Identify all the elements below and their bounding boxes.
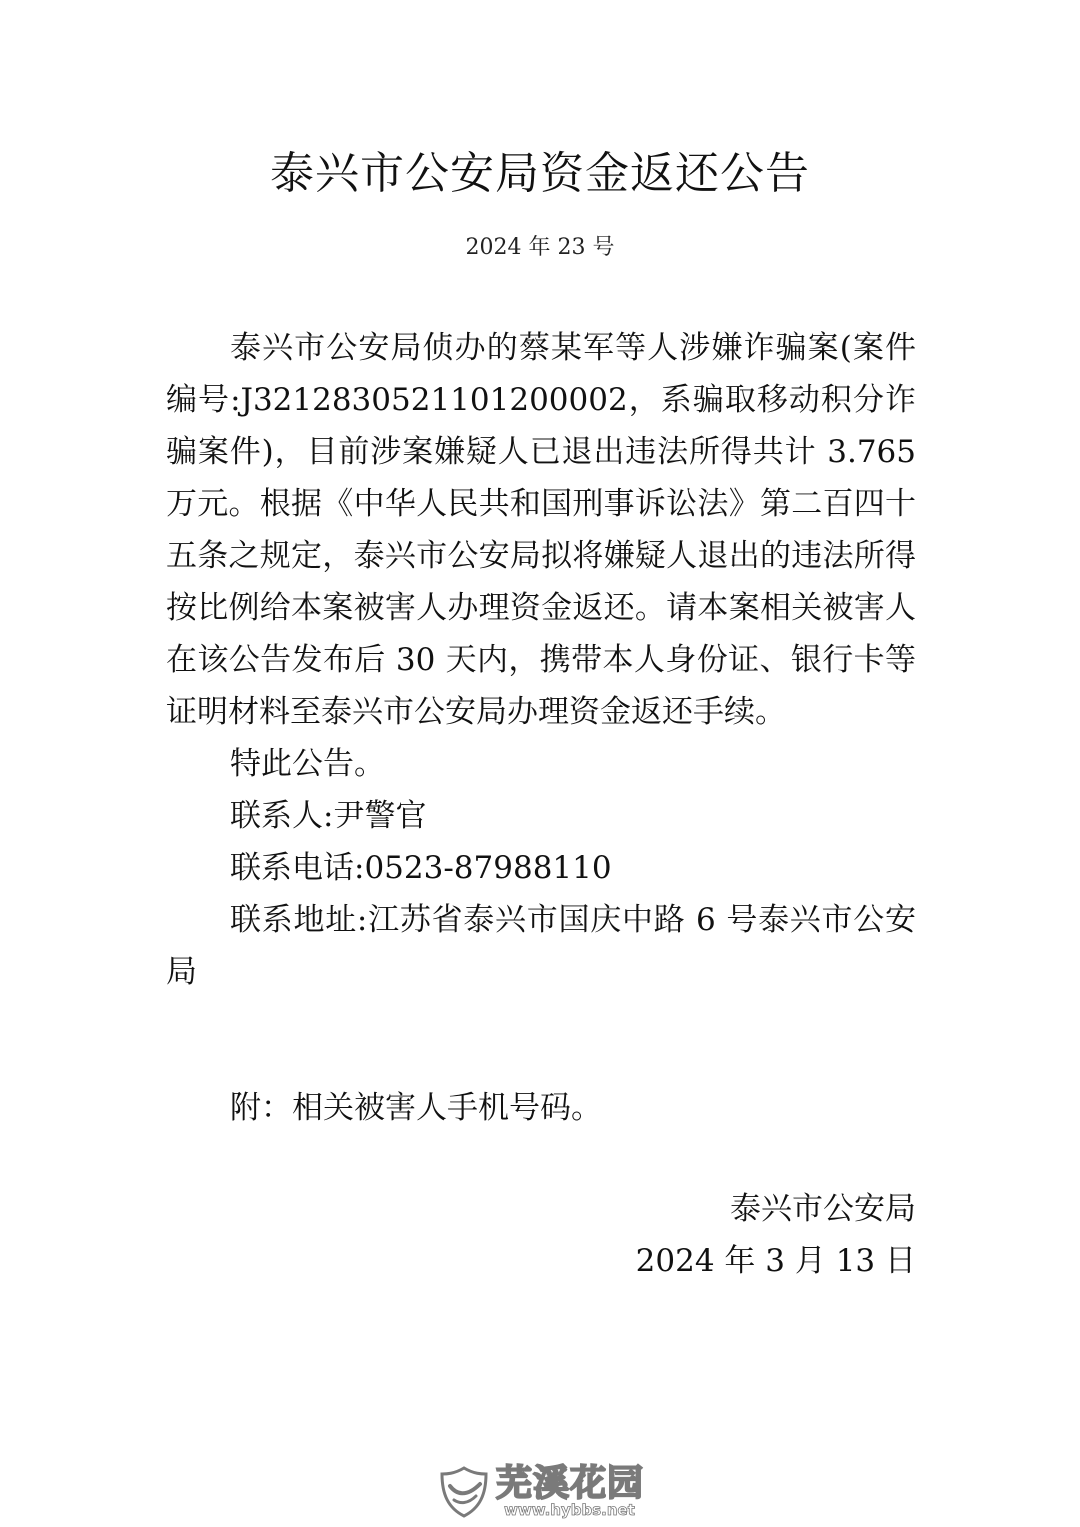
watermark-text xyxy=(496,1464,646,1520)
body-paragraph-main: 泰兴市公安局侦办的蔡某军等人涉嫌诈骗案(案件编号:J3212830521101200002，系骗取移动积分诈骗案件)，目前涉案嫌疑人已退出违法所得共计 3.765 万元。根据《中华人民共和国刑事诉讼法》第二百四十五条之规定，泰兴市公安局拟将嫌疑人退出的违法所得按比例给本案被害人办理资金返还。请本案相关被害人在该公告发布后 30 天内，携带本人身份证、银行卡等证明材料至泰兴市公安局办理资金返还手续。 xyxy=(166,330,916,730)
contact-address: 联系地址:江苏省泰兴市国庆中路 6 号泰兴市公安局 xyxy=(166,902,916,990)
signature-date: 2024 年 3 月 13 日 xyxy=(635,1243,916,1279)
contact-person: 联系人:尹警官 xyxy=(230,798,427,834)
contact-phone: 联系电话:0523-87988110 xyxy=(230,850,612,886)
document-number: 2024 年 23 号 xyxy=(465,235,615,260)
watermark-site-name: 芜溪花园 xyxy=(496,1463,645,1504)
signature-organization: 泰兴市公安局 xyxy=(730,1191,916,1227)
signature-block xyxy=(636,1183,916,1287)
watermark-url: www.hybbs.net xyxy=(504,1501,635,1519)
document-body xyxy=(166,322,916,998)
shield-swoosh-icon xyxy=(436,1464,492,1520)
body-paragraph-closing: 特此公告。 xyxy=(230,746,385,782)
document-title: 泰兴市公安局资金返还公告 xyxy=(270,148,810,199)
attachment-note: 附：相关被害人手机号码。 xyxy=(230,1090,602,1126)
site-watermark xyxy=(436,1462,648,1522)
